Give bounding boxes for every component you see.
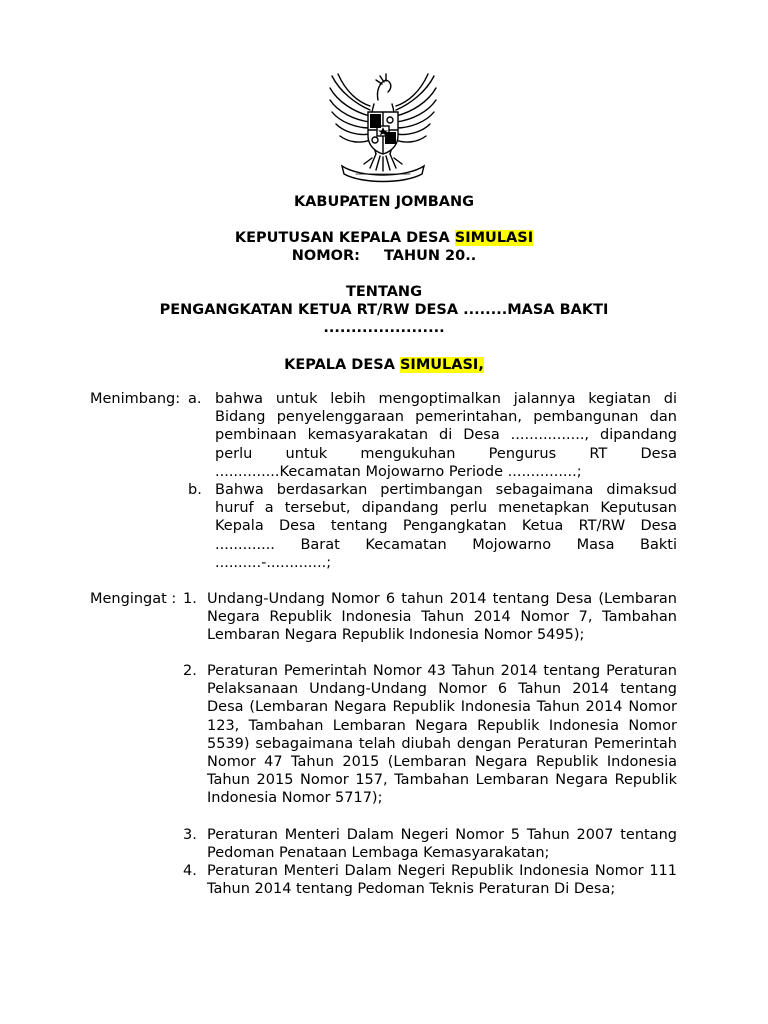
remembering-marker-2: 2. — [183, 663, 197, 679]
subject-line-1: PENGANGKATAN KETUA RT/RW DESA ........MASA BAKTI — [159, 302, 609, 318]
garuda-emblem-icon — [326, 70, 440, 188]
remembering-item-2: Peraturan Pemerintah Nomor 43 Tahun 2014 tentang Peraturan Pelaksanaan Undang-Undang Nomor 6 Tahun 2014 tentang Desa (Lembaran Negara Republik Indonesia Tahun 2014 Nomor 123, Tambahan Lembaran Negara Republik Indonesia Nomor 5539) sebagaimana telah diubah dengan Peraturan Pemerintah Nomor 47 Tahun 2015 (Lembaran Negara Republik Indonesia Tahun 2015 Nomor 157, Tambahan Lembaran Negara Republik Indonesia Nomor 5717); — [207, 663, 677, 807]
remembering-item-3: Peraturan Menteri Dalam Negeri Nomor 5 Tahun 2007 tentang Pedoman Penataan Lembaga Kemasyarakatan; — [207, 827, 677, 862]
issuer-title — [90, 356, 678, 374]
about-heading: TENTANG — [346, 284, 422, 300]
remembering-label: Mengingat : — [90, 591, 177, 607]
considering-item-b: Bahwa berdasarkan pertimbangan sebagaimana dimaksud huruf a tersebut, dipandang perlu menetapkan Keputusan Kepala Desa tentang Pengangkatan Ketua RT/RW Desa ............. Barat Kecamatan Mojowarno Masa Bakti ..........-.............; — [215, 482, 677, 571]
issuer-village-highlight: SIMULASI, — [399, 357, 484, 373]
subject-line-2: ...................... — [323, 320, 445, 336]
issuer-prefix: KEPALA DESA — [284, 357, 395, 373]
village-name-highlight: SIMULASI — [454, 230, 534, 246]
remembering-marker-3: 3. — [183, 827, 197, 843]
considering-label: Menimbang: — [90, 391, 181, 407]
remembering-marker-4: 4. — [183, 863, 197, 879]
decree-title — [90, 229, 678, 247]
number-label: NOMOR: — [291, 248, 360, 264]
remembering-item-4: Peraturan Menteri Dalam Negeri Republik Indonesia Nomor 111 Tahun 2014 tentang Pedoman Teknis Peraturan Di Desa; — [207, 863, 677, 898]
year-label: TAHUN 20.. — [383, 248, 477, 264]
decree-prefix: KEPUTUSAN KEPALA DESA — [234, 230, 450, 246]
considering-item-a: bahwa untuk lebih mengoptimalkan jalannya kegiatan di Bidang penyelenggaraan pemerintahan, pembangunan dan pembinaan kemasyarakatan di Desa ................, dipandang perlu untuk mengukuhan Pengurus RT Desa ..............Kecamatan Mojowarno Periode ...............; — [215, 391, 677, 480]
regency-title: KABUPATEN JOMBANG — [293, 194, 475, 210]
remembering-item-1: Undang-Undang Nomor 6 tahun 2014 tentang Desa (Lembaran Negara Republik Indonesia Tahun 2014 Nomor 7, Tambahan Lembaran Negara Republik Indonesia Nomor 5495); — [207, 591, 677, 644]
considering-marker-b: b. — [188, 482, 202, 498]
remembering-marker-1: 1. — [183, 591, 197, 607]
considering-marker-a: a. — [188, 391, 202, 407]
decree-number — [90, 247, 678, 265]
